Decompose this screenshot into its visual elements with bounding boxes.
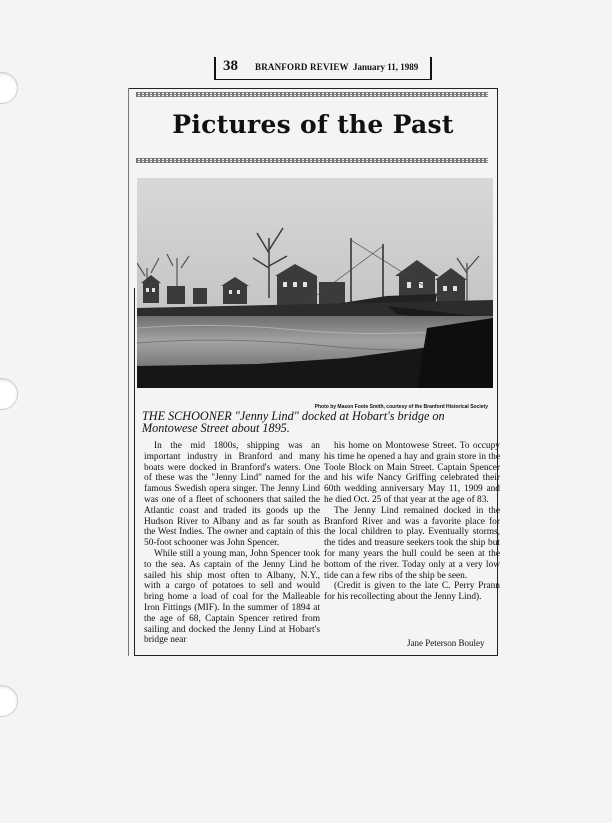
clip-edge-left-lower — [134, 288, 135, 656]
binder-hole-bottom — [0, 685, 18, 717]
header-rule-left — [214, 57, 216, 79]
paragraph: The Jenny Lind remained docked in the Branford River and was a favorite place for the local children to play. Eventually storms, the tides and treasure seekers took the ship but for many years the hull could be seen at the bottom of the river. Today only at a very low tide can a few ribs of the ship be seen. — [324, 505, 500, 581]
photo-schooner-scene — [137, 178, 493, 388]
decorative-band-bottom — [136, 158, 488, 163]
publication-name: BRANFORD REVIEW — [255, 62, 349, 72]
clip-edge-top — [128, 88, 498, 89]
author-byline: Jane Peterson Bouley — [407, 638, 485, 648]
newspaper-header — [214, 55, 432, 79]
page-number: 38 — [223, 58, 238, 74]
photo-caption: THE SCHOONER "Jenny Lind" docked at Hobart's bridge on Montowese Street about 1895. — [142, 409, 445, 435]
decorative-band-top — [136, 92, 488, 97]
article-clipping — [128, 88, 498, 656]
article-column-2 — [324, 441, 500, 603]
issue-date: January 11, 1989 — [353, 62, 419, 72]
article-column-1 — [144, 441, 320, 646]
paragraph: (Credit is given to the late C. Perry Prann for his recollecting about the Jenny Lind). — [324, 581, 500, 603]
historic-photo — [137, 178, 493, 388]
clip-edge-bottom — [135, 655, 497, 656]
photo-credit: Photo by Mason Foote Smith, courtesy of the Branford Historical Society — [314, 404, 488, 410]
paragraph: his home on Montowese Street. To occupy his time he opened a hay and grain store in the Toole Block on Main Street. Captain Spencer and his wife Nancy Griffing celebrated their 60th wedding anniversary May 11, 1909 and he died Oct. 25 of that year at the age of 83. — [324, 441, 500, 505]
binder-hole-top — [0, 72, 18, 104]
header-rule-right — [430, 57, 432, 79]
article-title: Pictures of the Past — [172, 110, 454, 139]
clip-edge-left — [128, 88, 129, 656]
header-rule-bottom — [214, 79, 432, 80]
paragraph: While still a young man, John Spencer took to the sea. As captain of the Jenny Lind he sailed his ship most often to Albany, N.Y., with a cargo of potatoes to sell and would bring home a load of coal for the Malleable Iron Fittings (MIF). In the summer of 1894 at the age of 68, Captain Spencer retired from sailing and docked the Jenny Lind at Hobart's bridge near — [144, 548, 320, 646]
binder-hole-middle — [0, 378, 18, 410]
paragraph: In the mid 1800s, shipping was an important industry in Branford and many boats were docked in Branford's waters. One of these was the "Jenny Lind" named for the famous Swedish opera singer. The Jenny Lind was one of a fleet of schooners that sailed the Atlantic coast and traded its goods up the Hudson River to Albany and as far south as the West Indies. The owner and captain of this 50-foot schooner was John Spencer. — [144, 441, 320, 549]
